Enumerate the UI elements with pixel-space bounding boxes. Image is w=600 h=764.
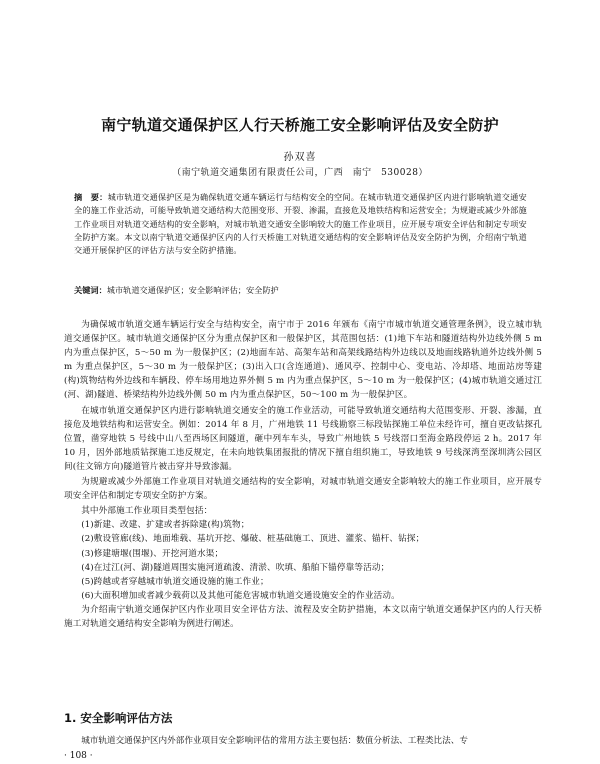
body-paragraph: 为规避或减少外部施工作业项目对轨道交通结构的安全影响，对城市轨道交通安全影响较大的施工作业项目，应开展专项安全评估和制定专项安全防护方案。 [64, 477, 542, 502]
author-name: 孙双喜 [283, 152, 317, 163]
list-item: (3)修建塘堰(围堰)、开挖河道水渠； [81, 548, 224, 559]
body-text [64, 318, 542, 632]
list-item: (1)新建、改建、扩建或者拆除建(构)筑物； [81, 520, 250, 531]
body-paragraph: 为确保城市轨道交通车辆运行安全与结构安全，南宁市于 2016 年颁布《南宁市城市轨道交通管理条例》，设立城市轨道交通保护区。城市轨道交通保护区分为重点保护区和一般保护区，其范围包括：(1)地下车站和隧道结构外边线外侧 5 m 内为重点保护区，5～50 m 为一般保护区；(2)地面车站、高架车站和高架线路结构外边线以及地面线路轨道外边线外侧 5 m 为重点保护区，5～30 m 为一般保护区；(3)出入口(含连通道)、通风亭、控制中心、变电站、冷却塔、地面站房等建(构)筑物结构外边线和车辆段、停车场用地边界外侧 5 m 内为重点保护区，5～10 m 为一般保护区；(4)城市轨道交通过江(河、湖)隧道、桥梁结构外边线外侧 50 m 内为重点保护区，50～100 m 为一般保护区。 [64, 320, 542, 401]
abstract [74, 191, 529, 257]
body-paragraph: 在城市轨道交通保护区内进行影响轨道交通安全的施工作业活动，可能导致轨道交通结构大范围变形、开裂、渗漏，直接危及地铁结构和运营安全。例如：2014 年 8 月，广州地铁 11 号线勘察三标段钻探施工单位未经许可，擅自更改钻探孔位置，凿穿地铁 5 号线中山八至西场区间隧道，砸中列车车头，导致广州地铁 5 号线滘口至海金路段停运 2 h。2017 年 10 月，因外部地质钻探施工违反规定，在未向地铁集团报批的情况下擅自组织施工，导致地铁 9 号线深湾至深圳湾公园区间(往文锦方向)隧道管片被击穿并导致渗漏。 [64, 405, 542, 472]
list-item: (2)敷设管廊(线)、地面堆载、基坑开挖、爆破、桩基础施工、顶进、灌浆、锚杆、钻探； [81, 534, 425, 545]
abstract-text: 城市轨道交通保护区是为确保轨道交通车辆运行与结构安全的空间。在城市轨道交通保护区内进行影响轨道交通安全的施工作业活动，可能导致轨道交通结构大范围变形、开裂、渗漏，直接危及地铁结构和运营安全；为规避或减少外部施工作业项目对轨道交通结构的安全影响，对城市轨道交通安全影响较大的施工作业项目，应开展专项安全评估和制定专项安全防护方案。本文以南宁轨道交通保护区内的人行天桥施工对轨道交通结构的安全影响评估及安全防护为例，介绍南宁轨道交通开展保护区的评估方法与安全防护措施。 [74, 192, 527, 256]
section-first-line: 城市轨道交通保护区内外部作业项目安全影响评估的常用方法主要包括：数值分析法、工程类比法、专 [81, 736, 468, 746]
keywords-label: 关键词： [74, 285, 107, 295]
abstract-label: 摘 要： [74, 192, 108, 202]
list-item: (6)大面积增加或者减少载荷以及其他可能危害城市轨道交通设施安全的作业活动。 [81, 590, 400, 601]
body-paragraph: 为介绍南宁轨道交通保护区内作业项目安全评估方法、流程及安全防护措施，本文以南宁轨道交通保护区内的人行天桥施工对轨道交通结构安全影响为例进行阐述。 [64, 604, 542, 629]
paper-title: 南宁轨道交通保护区人行天桥施工安全影响评估及安全防护 [101, 116, 499, 134]
page-number: · 108 · [64, 751, 93, 761]
list-intro: 其中外部施工作业项目类型包括： [81, 506, 213, 517]
list-item: (5)跨越或者穿越城市轨道交通设施的施工作业； [81, 576, 269, 587]
section-heading: 1. 安全影响评估方法 [64, 711, 173, 725]
author-affiliation: （南宁轨道交通集团有限责任公司，广西 南宁 530028） [172, 168, 428, 178]
keywords [74, 284, 529, 297]
list-item: (4)在过江(河、湖)隧道周围实施河道疏浚、清淤、吹填、船舶下锚停靠等活动； [81, 562, 390, 573]
keywords-text: 城市轨道交通保护区；安全影响评估；安全防护 [106, 285, 279, 295]
